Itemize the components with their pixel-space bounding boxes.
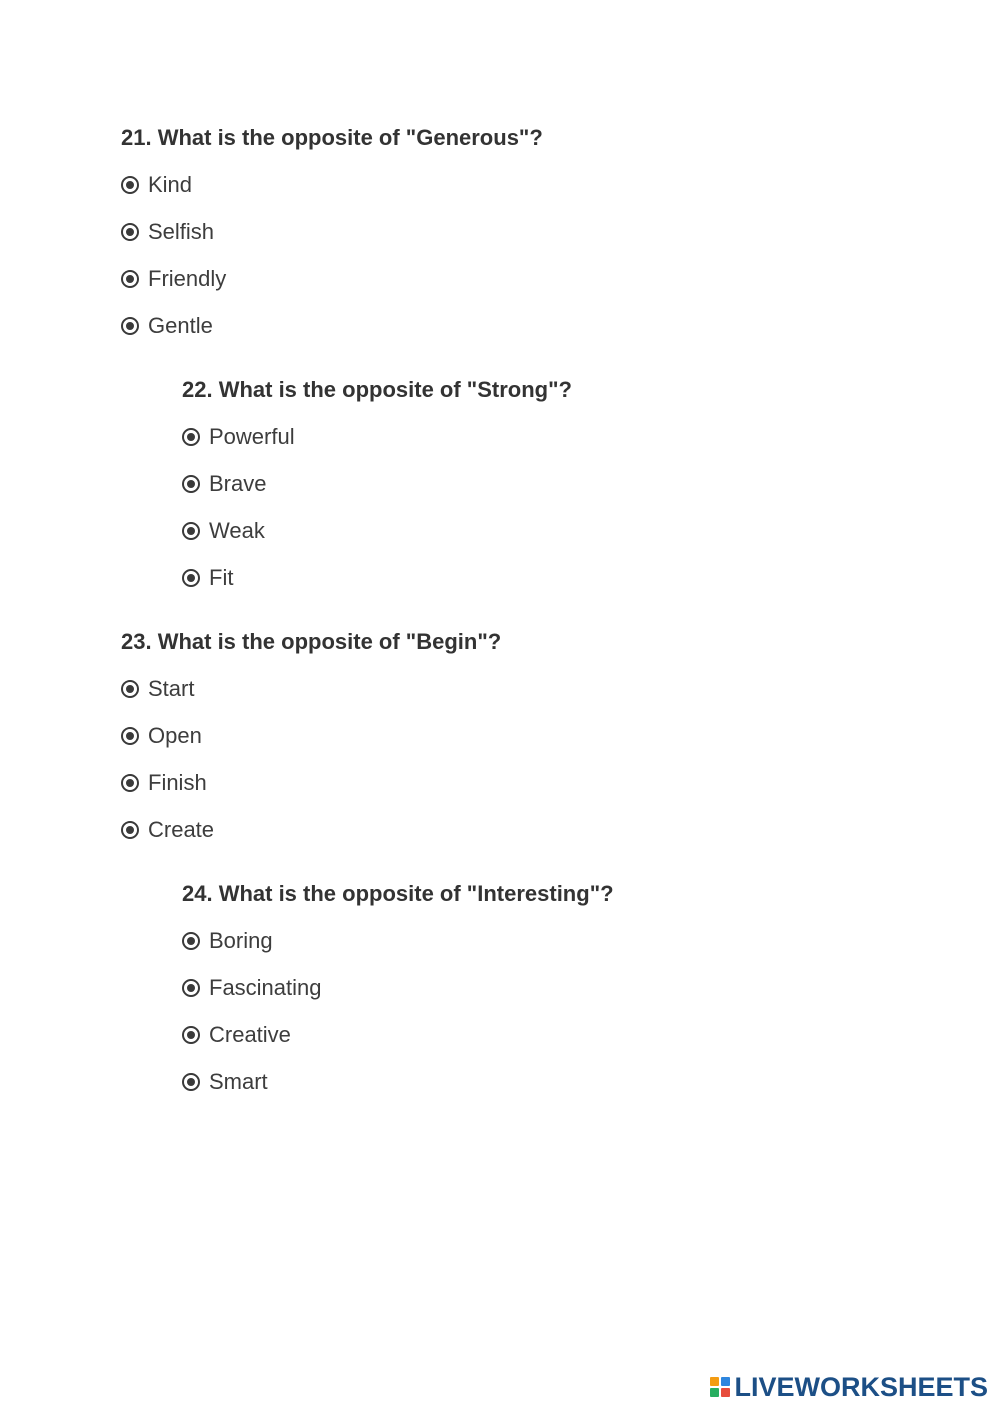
question-title: 21. What is the opposite of "Generous"? (121, 125, 543, 150)
question-title: 24. What is the opposite of "Interesting"? (182, 881, 614, 906)
option-fascinating[interactable] (182, 974, 882, 1002)
option-selfish[interactable] (121, 218, 821, 246)
option-open[interactable] (121, 722, 821, 750)
radio-selected-icon[interactable] (121, 317, 139, 335)
logo-square (710, 1388, 719, 1397)
radio-selected-icon[interactable] (121, 270, 139, 288)
logo-mark-icon (710, 1377, 730, 1397)
option-boring[interactable] (182, 927, 882, 955)
option-brave[interactable] (182, 470, 882, 498)
option-create[interactable] (121, 816, 821, 844)
radio-selected-icon[interactable] (182, 475, 200, 493)
option-label: Create (148, 817, 215, 842)
question-title: 23. What is the opposite of "Begin"? (121, 629, 502, 654)
option-start[interactable] (121, 675, 821, 703)
option-finish[interactable] (121, 769, 821, 797)
option-kind[interactable] (121, 171, 821, 199)
logo-square (721, 1377, 730, 1386)
radio-selected-icon[interactable] (121, 774, 139, 792)
option-label: Open (148, 723, 202, 748)
option-label: Brave (209, 471, 267, 496)
radio-selected-icon[interactable] (182, 1026, 200, 1044)
radio-selected-icon[interactable] (182, 979, 200, 997)
liveworksheets-logo (710, 1370, 988, 1404)
question-21 (121, 124, 821, 359)
radio-selected-icon[interactable] (121, 176, 139, 194)
question-23 (121, 628, 821, 863)
question-22 (182, 376, 882, 611)
radio-selected-icon[interactable] (182, 428, 200, 446)
option-label: Kind (148, 172, 193, 197)
option-label: Weak (209, 518, 265, 543)
option-label: Friendly (148, 266, 227, 291)
radio-selected-icon[interactable] (121, 680, 139, 698)
option-label: Fascinating (209, 975, 322, 1000)
option-fit[interactable] (182, 564, 882, 592)
question-24 (182, 880, 882, 1115)
option-label: Smart (209, 1069, 268, 1094)
option-label: Powerful (209, 424, 295, 449)
logo-square (710, 1377, 719, 1386)
radio-selected-icon[interactable] (182, 1073, 200, 1091)
option-weak[interactable] (182, 517, 882, 545)
option-label: Selfish (148, 219, 215, 244)
option-label: Start (148, 676, 195, 701)
radio-selected-icon[interactable] (182, 932, 200, 950)
radio-selected-icon[interactable] (121, 727, 139, 745)
option-label: Gentle (148, 313, 213, 338)
option-gentle[interactable] (121, 312, 821, 340)
radio-selected-icon[interactable] (121, 821, 139, 839)
radio-selected-icon[interactable] (182, 569, 200, 587)
option-powerful[interactable] (182, 423, 882, 451)
logo-square (721, 1388, 730, 1397)
option-smart[interactable] (182, 1068, 882, 1096)
option-label: Creative (209, 1022, 291, 1047)
logo-text: LIVEWORKSHEETS (734, 1371, 988, 1402)
option-label: Fit (209, 565, 234, 590)
option-creative[interactable] (182, 1021, 882, 1049)
option-label: Finish (148, 770, 207, 795)
radio-selected-icon[interactable] (182, 522, 200, 540)
question-title: 22. What is the opposite of "Strong"? (182, 377, 572, 402)
radio-selected-icon[interactable] (121, 223, 139, 241)
option-friendly[interactable] (121, 265, 821, 293)
option-label: Boring (209, 928, 273, 953)
